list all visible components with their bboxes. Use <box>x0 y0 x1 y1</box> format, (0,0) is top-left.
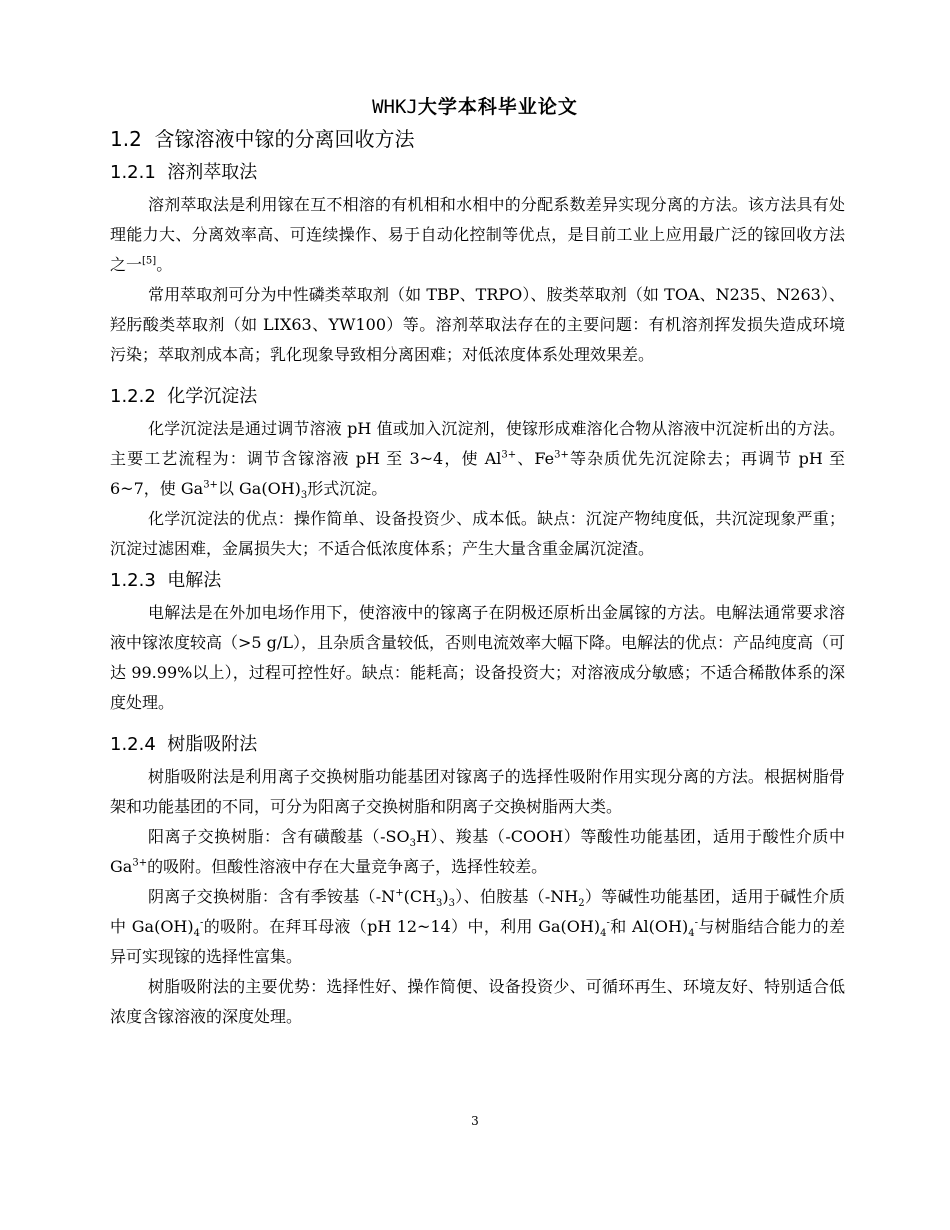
text-run: 的吸附。但酸性溶液中存在大量竞争离子，选择性较差。 <box>147 857 548 876</box>
text-run: ) <box>442 887 449 906</box>
running-header <box>0 92 950 119</box>
subscript: 3 <box>300 490 308 502</box>
subsection-number: 1.2.3 <box>110 570 156 591</box>
paragraph <box>110 822 845 882</box>
citation-ref: [5] <box>142 255 157 267</box>
text-run: 等杂质优先沉淀除去；再调节 pH 至 6~7，使 Ga <box>110 449 845 498</box>
text-run: (CH <box>403 887 437 906</box>
text-run: 阴离子交换树脂：含有季铵基（-N <box>148 887 396 906</box>
text-run: 的吸附。在拜耳母液（pH 12~14）中，利用 Ga(OH) <box>203 917 601 936</box>
page-number: 3 <box>471 1114 479 1128</box>
superscript: - <box>694 917 698 929</box>
superscript: 3+ <box>501 449 517 461</box>
paragraph: 树脂吸附法是利用离子交换树脂功能基团对镓离子的选择性吸附作用实现分离的方法。根据树脂骨架和功能基团的不同，可分为阳离子交换树脂和阴离子交换树脂两大类。 <box>110 767 845 816</box>
subscript: 4 <box>600 928 607 940</box>
text-run: 与树脂结合能力的差异可实现镓的选择性富集。 <box>110 917 845 966</box>
subsection-number: 1.2.4 <box>110 734 156 755</box>
subsection-heading-electrolysis <box>110 564 845 598</box>
superscript: 3+ <box>203 479 218 491</box>
subsection-title: 溶剂萃取法 <box>167 162 258 183</box>
text-run: ）、伯胺基（-NH <box>455 887 579 906</box>
subsection-title: 化学沉淀法 <box>167 386 258 407</box>
paragraph <box>110 882 845 972</box>
paragraph: 树脂吸附法的主要优势：选择性好、操作简便、设备投资少、可循环再生、环境友好、特别适合低浓度含镓溶液的深度处理。 <box>110 977 845 1026</box>
subscript: 3 <box>409 838 416 850</box>
text-run: 阳离子交换树脂：含有磺酸基（-SO <box>148 827 410 846</box>
subsection-heading-resin-adsorption <box>110 728 845 762</box>
text-run: H）、羧基（-COOH）等酸性功能基团，适用于酸性介质中 Ga <box>110 827 845 876</box>
subsection-number: 1.2.1 <box>110 162 156 183</box>
header-prefix: WHKJ <box>372 96 418 118</box>
subsection-number: 1.2.2 <box>110 386 156 407</box>
paragraph <box>110 190 845 280</box>
subsection-heading-solvent-extraction <box>110 156 845 190</box>
text-run: 以 Ga(OH) <box>217 479 301 498</box>
text-run: ）等碱性功能基团，适用于碱性介质中 Ga(OH) <box>110 887 845 936</box>
subsection-title: 电解法 <box>167 570 222 591</box>
paragraph <box>110 414 845 504</box>
subscript: 3 <box>448 898 456 910</box>
subscript: 3 <box>436 898 443 910</box>
superscript: - <box>200 917 204 929</box>
header-suffix: 大学本科毕业论文 <box>417 96 578 118</box>
text-run: 和 Al(OH) <box>609 917 689 936</box>
body-content <box>110 122 845 1032</box>
text-run: 形式沉淀。 <box>307 479 388 498</box>
superscript: + <box>395 887 404 899</box>
subscript: 2 <box>578 898 585 910</box>
subsection-heading-chemical-precipitation <box>110 380 845 414</box>
section-title: 含镓溶液中镓的分离回收方法 <box>154 127 415 151</box>
text-run: 、Fe <box>516 449 555 468</box>
superscript: 3+ <box>554 449 569 461</box>
section-number: 1.2 <box>110 127 142 151</box>
subsection-title: 树脂吸附法 <box>167 734 258 755</box>
paragraph: 常用萃取剂可分为中性磷类萃取剂（如 TBP、TRPO）、胺类萃取剂（如 TOA、N235、N263）、羟肟酸类萃取剂（如 LIX63、YW100）等。溶剂萃取法存在的主要问题：有机溶剂挥发损失造成环境污染；萃取剂成本高；乳化现象导致相分离困难；对低浓度体系处理效果差。 <box>110 285 845 364</box>
subscript: 4 <box>688 928 695 940</box>
text-run: 化学沉淀法是通过调节溶液 pH 值或加入沉淀剂，使镓形成难溶化合物从溶液中沉淀析出的方法。主要工艺流程为：调节含镓溶液 pH 至 3~4，使 Al <box>110 419 845 468</box>
text-run: 。 <box>156 255 173 274</box>
subscript: 4 <box>193 928 201 940</box>
paragraph: 电解法是在外加电场作用下，使溶液中的镓离子在阴极还原析出金属镓的方法。电解法通常要求溶液中镓浓度较高（>5 g/L），且杂质含量较低，否则电流效率大幅下降。电解法的优点：产品纯度高（可达 99.99%以上），过程可控性好。缺点：能耗高；设备投资大；对溶液成分敏感；不适合稀散体系的深度处理。 <box>110 603 845 712</box>
text-run: 溶剂萃取法是利用镓在互不相溶的有机相和水相中的分配系数差异实现分离的方法。该方法具有处理能力大、分离效率高、可连续操作、易于自动化控制等优点，是目前工业上应用最广泛的镓回收方法之一 <box>110 195 845 274</box>
superscript: - <box>606 917 610 929</box>
superscript: 3+ <box>132 857 148 869</box>
paragraph: 化学沉淀法的优点：操作简单、设备投资少、成本低。缺点：沉淀产物纯度低，共沉淀现象严重；沉淀过滤困难，金属损失大；不适合低浓度体系；产生大量含重金属沉淀渣。 <box>110 509 845 558</box>
section-heading <box>110 122 845 156</box>
